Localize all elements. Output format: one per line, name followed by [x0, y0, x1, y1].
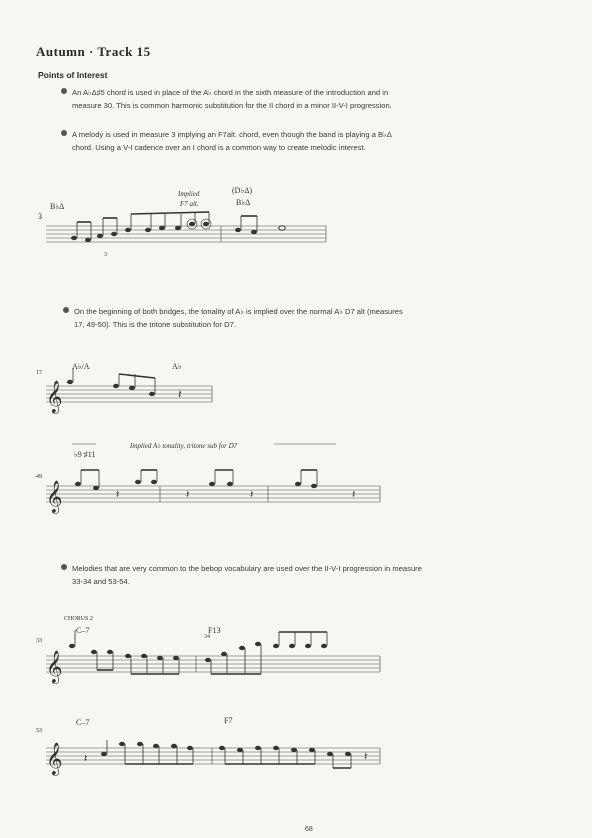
svg-text:𝄽: 𝄽 [178, 387, 182, 401]
staff-1 [36, 184, 336, 264]
page-title: Autumn · Track 15 [36, 44, 151, 59]
music-excerpt-4 [36, 616, 386, 696]
bullet-icon [61, 564, 67, 570]
bullet-icon [61, 130, 67, 136]
svg-text:𝄞: 𝄞 [46, 744, 63, 775]
chord-symbol: ♭9 ♯11 [74, 450, 96, 459]
bullet-point-2 [72, 128, 412, 154]
measure-number: 34 [204, 634, 210, 640]
implied-label: Implied [178, 190, 200, 198]
music-excerpt-2 [36, 360, 236, 420]
bullet-text: On the beginning of both bridges, the tonality of A♭ is implied over the normal A♭ D7 alt (measures 17, 49-50). This is the tritone substitution for D7. [74, 307, 403, 329]
bullet-text: Melodies that are very common to the bebop vocabulary are used over the II-V-I progression in measure 33-34 and 53-54. [72, 564, 422, 586]
measure-number: 53 [36, 728, 42, 734]
bullet-icon [61, 88, 67, 94]
staff-2 [36, 360, 236, 420]
music-excerpt-3 [36, 440, 386, 520]
staff-5 [36, 712, 386, 792]
measure-number: 3 [38, 212, 42, 221]
chord-symbol: A♭ [172, 362, 182, 371]
page-number: 68 [305, 826, 313, 833]
svg-text:𝄞: 𝄞 [46, 652, 63, 683]
music-excerpt-1 [36, 184, 336, 264]
chord-symbol: A♭/A [72, 362, 90, 371]
svg-text:𝄽: 𝄽 [364, 751, 368, 763]
bullet-text: An A♭Δ♯5 chord is used in place of the A♭ chord in the sixth measure of the introduction and in measure 30. This is common harmonic substitution for the II chord in a minor II-V-I progression. [72, 88, 392, 110]
bullet-icon [63, 307, 69, 313]
measure-number: 33 [36, 638, 42, 644]
measure-number: 17 [36, 370, 42, 376]
bullet-point-4 [72, 562, 432, 588]
implied-chord: F7 alt. [180, 200, 199, 208]
bullet-point-1 [72, 86, 412, 112]
staff-4 [36, 616, 386, 696]
svg-text:𝄽: 𝄽 [116, 489, 120, 501]
svg-text:𝄞: 𝄞 [46, 382, 63, 413]
svg-text:𝄽: 𝄽 [84, 753, 88, 765]
svg-text:𝄽: 𝄽 [186, 489, 190, 501]
implied-tonality-label: Implied A♭ tonality, tritone sub for D7 [130, 442, 238, 450]
chord-symbol: F7 [224, 716, 233, 725]
chorus-label: CHORUS 2 [64, 616, 93, 622]
bullet-point-3 [74, 305, 414, 331]
chord-symbol: F13 [208, 626, 221, 635]
chord-symbol: B♭Δ [236, 198, 251, 207]
svg-text:𝄞: 𝄞 [46, 482, 63, 513]
section-heading: Points of Interest [38, 70, 108, 80]
bullet-text: A melody is used in measure 3 implying an F7alt. chord, even though the band is playing a B♭Δ chord. Using a V-I cadence over an I chord is a common way to create melodic interest. [72, 130, 392, 152]
svg-text:𝄽: 𝄽 [250, 489, 254, 501]
chord-symbol: B♭Δ [50, 202, 65, 211]
measure-number: 49 [36, 474, 42, 480]
svg-text:𝄽: 𝄽 [352, 489, 356, 501]
staff-3 [36, 440, 386, 520]
chord-symbol: C–7 [76, 718, 90, 727]
fingering-number: 3 [104, 252, 107, 258]
chord-symbol: C–7 [76, 626, 90, 635]
chord-symbol-paren: (D♭Δ) [232, 186, 253, 195]
music-excerpt-5 [36, 712, 386, 792]
